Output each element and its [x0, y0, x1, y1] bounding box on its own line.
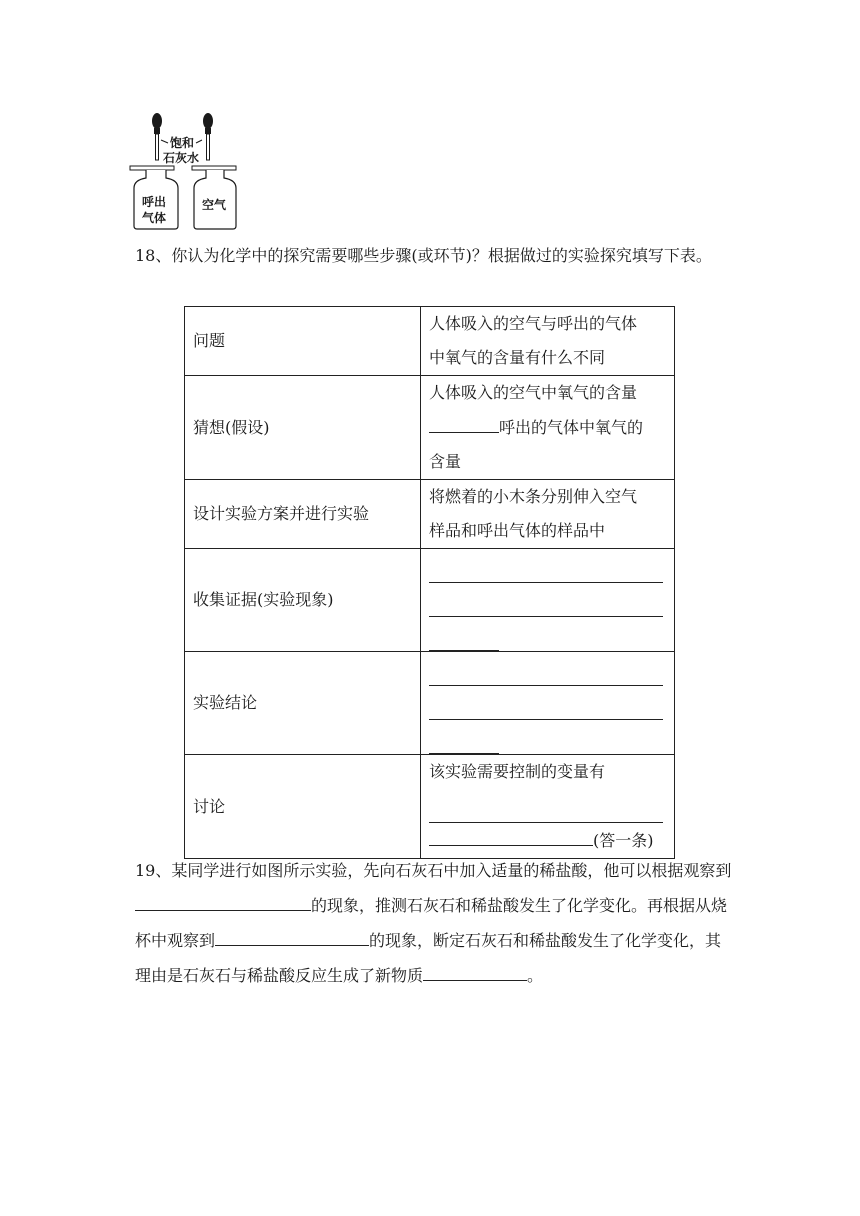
conclusion-blank-2[interactable] — [429, 686, 663, 720]
row-label: 问题 — [185, 307, 421, 376]
inquiry-table — [184, 306, 675, 859]
dropper-bottle-diagram — [128, 108, 242, 232]
table-row — [185, 652, 675, 755]
dropper-label-line2: 石灰水 — [163, 151, 200, 165]
conclusion-blanks — [421, 652, 675, 755]
left-bottle-lid — [130, 166, 174, 170]
row-content: 该实验需要控制的变量有 (答一条) — [421, 755, 675, 859]
right-bottle-lid — [192, 166, 236, 170]
conclusion-blank-1[interactable] — [429, 652, 663, 686]
conclusion-blank-3[interactable] — [429, 720, 499, 754]
left-bottle-label-line1: 呼出 — [142, 195, 167, 209]
row-content: 人体吸入的空气中氧气的含量 呼出的气体中氧气的 含量 — [421, 376, 675, 480]
question-18: 18、你认为化学中的探究需要哪些步骤(或环节)？根据做过的实验探究填写下表。 — [135, 246, 712, 265]
table-row — [185, 755, 675, 859]
row-label: 收集证据(实验现象) — [185, 549, 421, 652]
q19-blank-1[interactable] — [135, 888, 311, 911]
table-row — [185, 307, 675, 376]
hypothesis-blank[interactable] — [429, 410, 499, 433]
dropper-label-line1: 饱和 — [170, 136, 195, 150]
question-19: 19、某同学进行如图所示实验，先向石灰石中加入适量的稀盐酸，他可以根据观察到的现象，推测石灰石和稀盐酸发生了化学变化。再根据从烧杯中观察到 的现象，断定石灰石和稀盐酸发生了化学变化，其理由是石灰石与稀盐酸反应生成了新物质 。 — [135, 861, 732, 985]
row-label: 讨论 — [185, 755, 421, 859]
evidence-blank-2[interactable] — [429, 583, 663, 617]
row-content: 将燃着的小木条分别伸入空气 样品和呼出气体的样品中 — [421, 480, 675, 549]
left-dropper — [152, 113, 162, 160]
q19-blank-3[interactable] — [423, 958, 527, 981]
evidence-blanks — [421, 549, 675, 652]
experiment-figure — [128, 108, 242, 232]
table-row — [185, 480, 675, 549]
row-content: 人体吸入的空气与呼出的气体 中氧气的含量有什么不同 — [421, 307, 675, 376]
q19-blank-2[interactable] — [215, 923, 369, 946]
row-label: 设计实验方案并进行实验 — [185, 480, 421, 549]
right-bottle-label: 空气 — [202, 198, 227, 212]
evidence-blank-3[interactable] — [429, 617, 499, 651]
row-label: 实验结论 — [185, 652, 421, 755]
evidence-blank-1[interactable] — [429, 549, 663, 583]
row-label: 猜想(假设) — [185, 376, 421, 480]
right-dropper — [203, 113, 213, 160]
table-row — [185, 376, 675, 480]
table-row — [185, 549, 675, 652]
left-bottle-label-line2: 气体 — [142, 211, 167, 225]
discussion-blank-1[interactable] — [429, 789, 663, 823]
discussion-blank-2[interactable] — [429, 823, 593, 846]
